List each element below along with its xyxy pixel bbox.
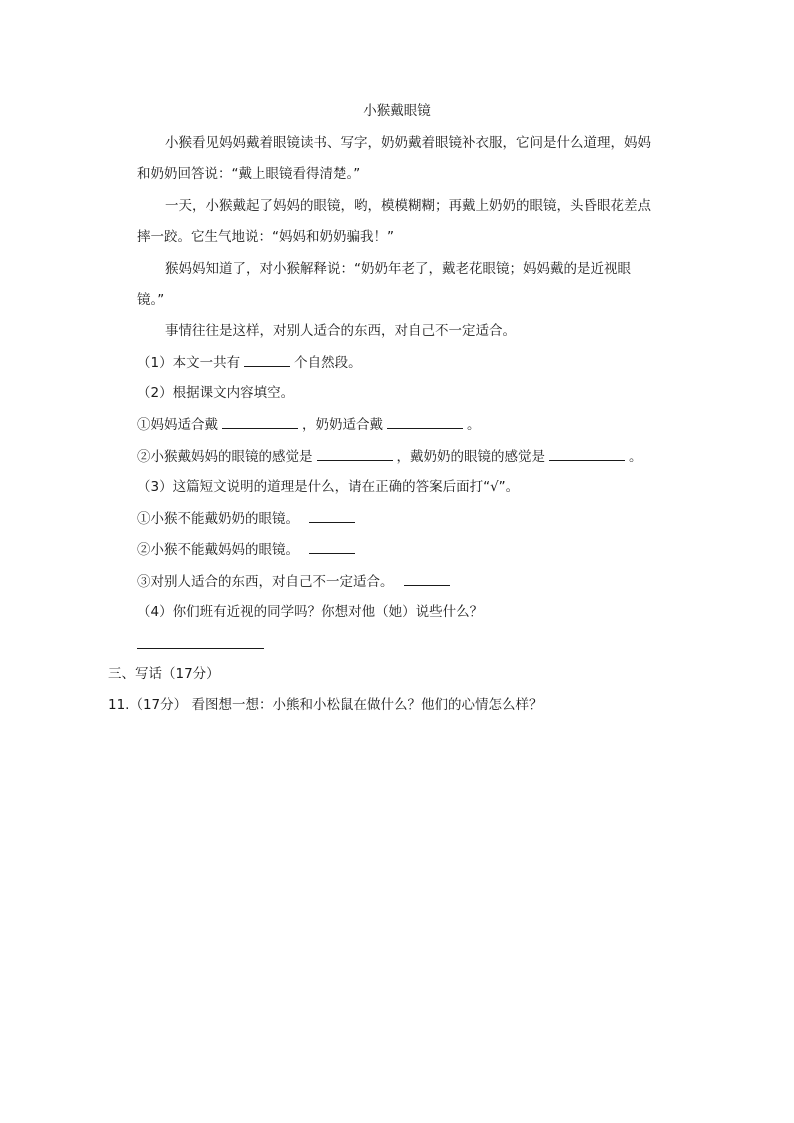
passage-p3-line2: 镜。” (137, 292, 165, 308)
question-2-2-text-b: ，戴奶奶的眼镜的感觉是 (396, 449, 545, 465)
passage-p2-line1: 一天，小猴戴起了妈妈的眼镜，哟，模模糊糊；再戴上奶奶的眼镜，头昏眼花差点 (165, 198, 651, 214)
question-3: （3）这篇短文说明的道理是什么，请在正确的答案后面打“√”。 (137, 479, 520, 495)
section-3-heading: 三、写话（17分） (108, 666, 220, 682)
question-3-option-1 (137, 508, 677, 529)
grandma-glasses-blank[interactable] (387, 414, 463, 429)
passage-p4-line1: 事情往往是这样，对别人适合的东西，对自己不一定适合。 (165, 323, 516, 339)
question-4: （4）你们班有近视的同学吗？你想对他（她）说些什么？ (137, 604, 484, 620)
mother-feeling-blank[interactable] (317, 446, 393, 461)
passage-p1-line1: 小猴看见妈妈戴着眼镜读书、写字，奶奶戴着眼镜补衣服，它问是什么道理，妈妈 (165, 135, 651, 151)
question-3-option-3 (137, 571, 677, 592)
paragraph-count-blank[interactable] (244, 352, 290, 367)
question-2-2-text-c: 。 (629, 449, 643, 465)
question-4-answer-line[interactable] (137, 648, 264, 649)
question-2: （2）根据课文内容填空。 (137, 385, 295, 401)
passage-title: 小猴戴眼镜 (363, 103, 431, 119)
question-1-suffix: 个自然段。 (294, 355, 362, 371)
question-1 (137, 352, 677, 373)
question-11: 11.（17分） 看图想一想：小熊和小松鼠在做什么？他们的心情怎么样？ (108, 697, 543, 713)
question-2-2 (137, 446, 677, 467)
passage-p3-line1: 猴妈妈知道了，对小猴解释说：“奶奶年老了，戴老花眼镜；妈妈戴的是近视眼 (165, 261, 631, 277)
question-2-2-text-a: ②小猴戴妈妈的眼镜的感觉是 (137, 449, 313, 465)
mother-glasses-blank[interactable] (222, 414, 298, 429)
question-2-1-text-b: ，奶奶适合戴 (302, 417, 383, 433)
option-3-check-blank[interactable] (404, 571, 450, 586)
option-2-text: ②小猴不能戴妈妈的眼镜。 (137, 542, 299, 558)
question-2-1-text-a: ①妈妈适合戴 (137, 417, 218, 433)
question-2-1 (137, 414, 677, 435)
option-1-check-blank[interactable] (309, 508, 355, 523)
passage-p2-line2: 摔一跤。它生气地说：“妈妈和奶奶骗我！” (137, 229, 394, 245)
question-1-prefix: （1）本文一共有 (137, 355, 241, 371)
grandma-feeling-blank[interactable] (549, 446, 625, 461)
question-3-option-2 (137, 539, 677, 560)
option-1-text: ①小猴不能戴奶奶的眼镜。 (137, 511, 299, 527)
question-2-1-text-c: 。 (467, 417, 481, 433)
option-3-text: ③对别人适合的东西，对自己不一定适合。 (137, 574, 394, 590)
option-2-check-blank[interactable] (309, 539, 355, 554)
passage-p1-line2: 和奶奶回答说：“戴上眼镜看得清楚。” (137, 166, 361, 182)
